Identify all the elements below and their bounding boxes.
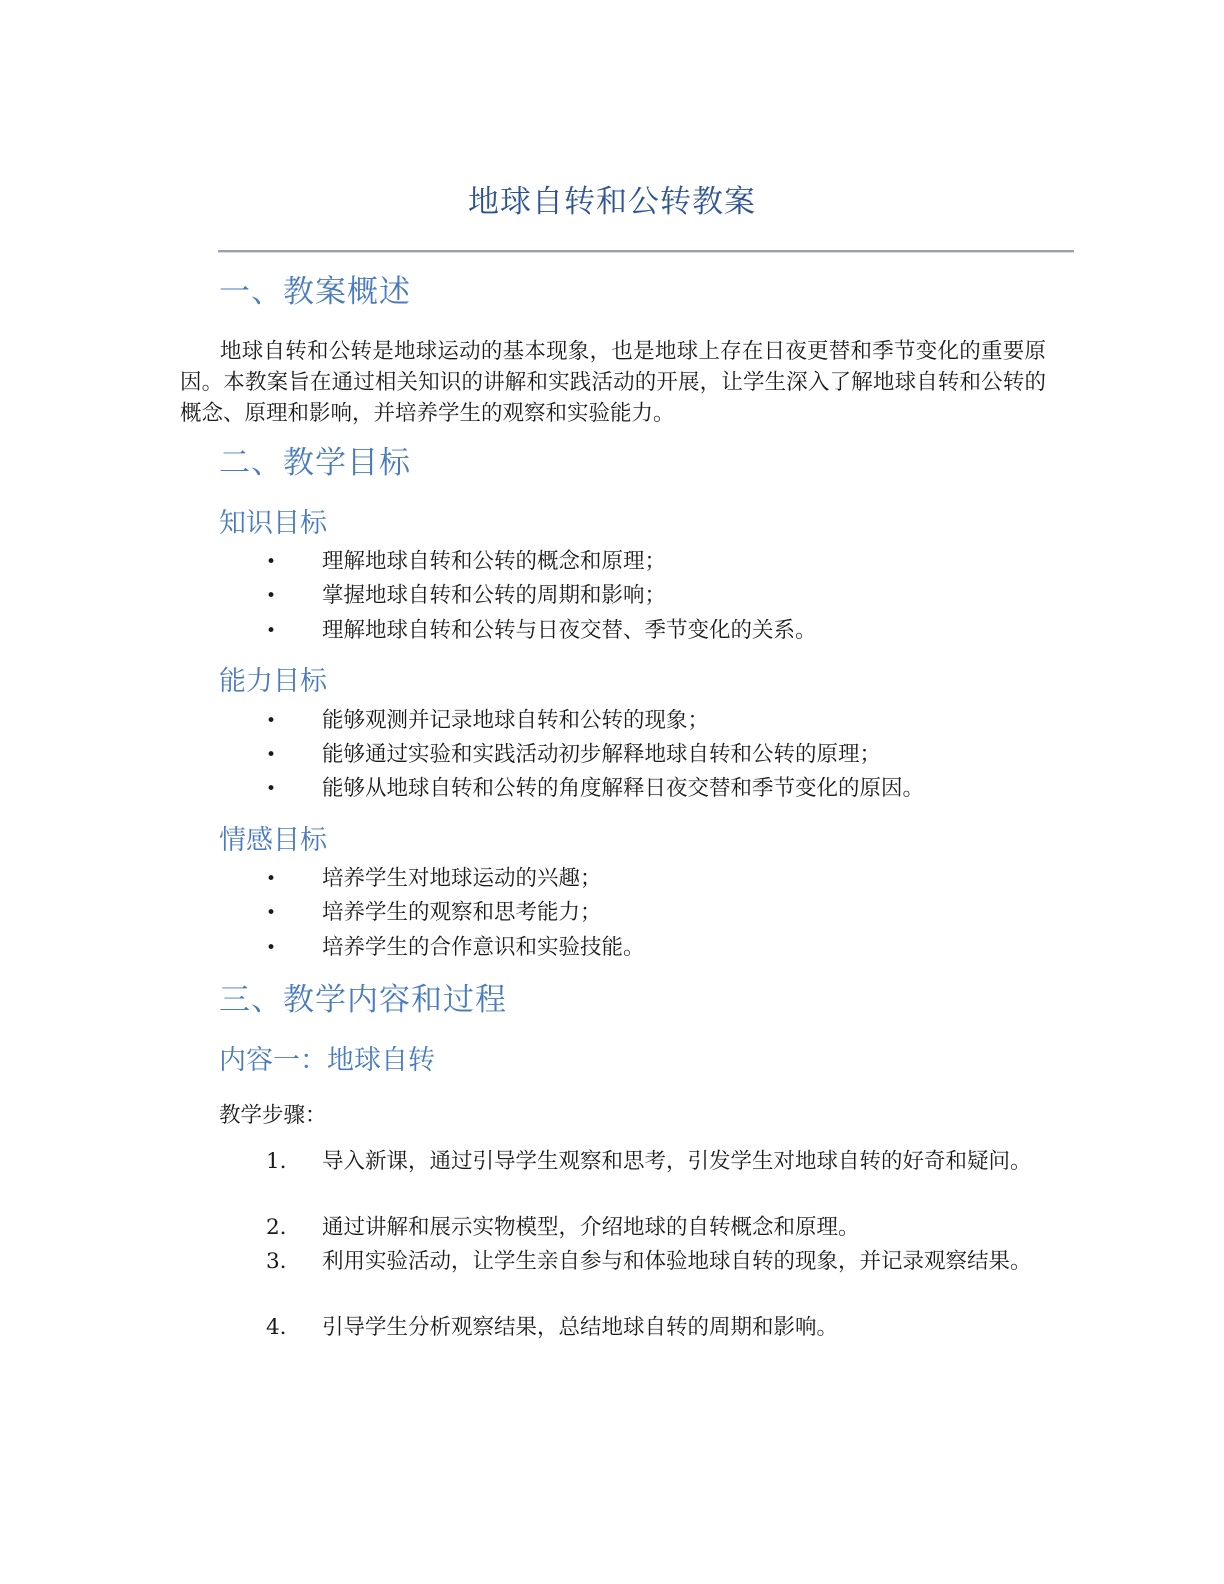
list-item-text: 培养学生的观察和思考能力； — [322, 900, 602, 925]
list-item-text: 培养学生对地球运动的兴趣； — [322, 866, 602, 891]
list-item-text: 能够从地球自转和公转的角度解释日夜交替和季节变化的原因。 — [322, 776, 925, 801]
step-number: 4. — [266, 1315, 287, 1340]
step-text: 通过讲解和展示实物模型，介绍地球的自转概念和原理。 — [322, 1215, 860, 1240]
step-text: 引导学生分析观察结果，总结地球自转的周期和影响。 — [322, 1315, 839, 1340]
bullet-icon: • — [266, 938, 277, 958]
heading-overview: 一、教案概述 — [219, 274, 411, 310]
step-item — [226, 1146, 1036, 1178]
heading-knowledge-goals: 知识目标 — [219, 508, 327, 539]
list-item-text: 掌握地球自转和公转的周期和影响； — [322, 583, 667, 608]
title-divider — [218, 250, 1074, 252]
overview-paragraph: 地球自转和公转是地球运动的基本现象，也是地球上存在日夜更替和季节变化的重要原因。本教案旨在通过相关知识的讲解和实践活动的开展，让学生深入了解地球自转和公转的概念、原理和影响，并培养学生的观察和实验能力。 — [180, 339, 1046, 426]
bullet-icon: • — [266, 903, 277, 923]
heading-part1-rotation: 内容一：地球自转 — [219, 1045, 435, 1076]
step-number: 1. — [266, 1149, 287, 1174]
heading-emotion-goals: 情感目标 — [219, 825, 327, 856]
list-item-text: 培养学生的合作意识和实验技能。 — [322, 935, 645, 960]
bullet-icon: • — [266, 745, 277, 765]
heading-ability-goals: 能力目标 — [219, 666, 327, 697]
step-number: 3. — [266, 1249, 287, 1274]
step-text: 利用实验活动，让学生亲自参与和体验地球自转的现象，并记录观察结果。 — [322, 1249, 1032, 1274]
heading-goals: 二、教学目标 — [219, 445, 411, 481]
list-item-text: 能够观测并记录地球自转和公转的现象； — [322, 708, 710, 733]
step-item — [226, 1246, 1036, 1278]
bullet-icon: • — [266, 869, 277, 889]
step-number: 2. — [266, 1215, 287, 1240]
document-title: 地球自转和公转教案 — [468, 184, 756, 220]
list-item-text: 能够通过实验和实践活动初步解释地球自转和公转的原理； — [322, 742, 882, 767]
bullet-icon: • — [266, 779, 277, 799]
bullet-icon: • — [266, 711, 277, 731]
step-item — [226, 1312, 1036, 1344]
list-item-text: 理解地球自转和公转与日夜交替、季节变化的关系。 — [322, 618, 817, 643]
steps-label: 教学步骤： — [219, 1103, 327, 1128]
step-text: 导入新课，通过引导学生观察和思考，引发学生对地球自转的好奇和疑问。 — [322, 1149, 1032, 1174]
bullet-icon: • — [266, 586, 277, 606]
step-item — [226, 1212, 1036, 1244]
heading-content: 三、教学内容和过程 — [219, 982, 507, 1018]
list-item-text: 理解地球自转和公转的概念和原理； — [322, 549, 667, 574]
bullet-icon: • — [266, 552, 277, 572]
bullet-icon: • — [266, 621, 277, 641]
